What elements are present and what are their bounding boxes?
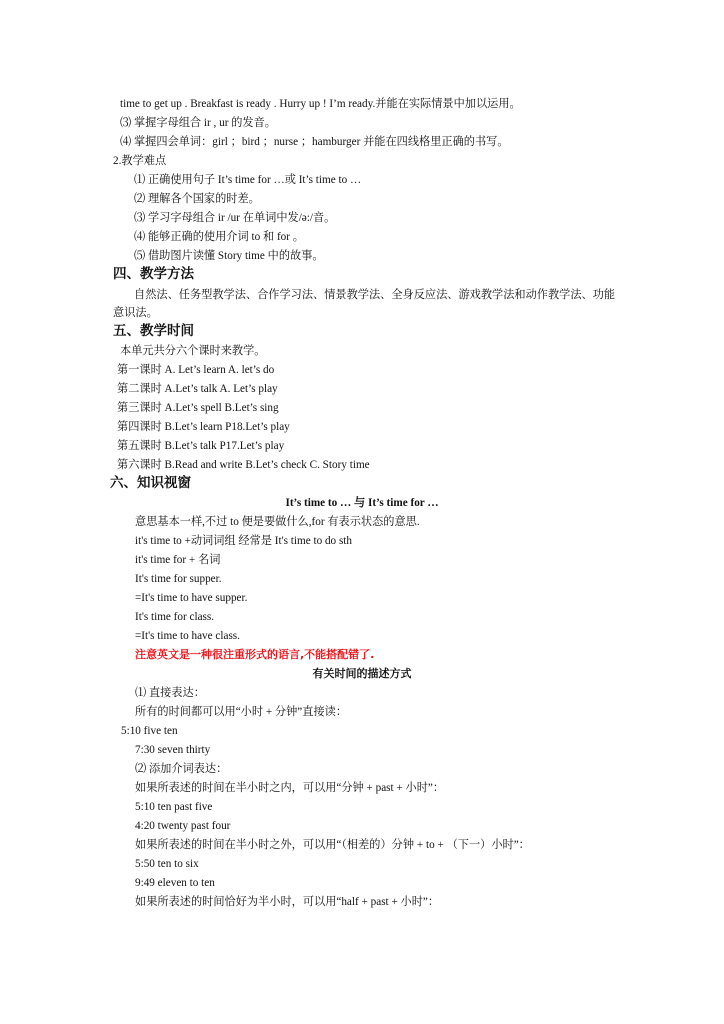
goal-item: ⑶ 掌握字母组合 ir , ur 的发音。 (120, 117, 276, 129)
time-line: 5:10 five ten (121, 725, 178, 737)
knowledge-line: it's time for + 名词 (135, 554, 221, 566)
time-line: ⑴ 直接表达： (135, 687, 205, 699)
lesson-item: 第六课时 B.Read and write B.Let’s check C. Story time (117, 459, 370, 471)
time-line: 5:50 ten to six (135, 858, 199, 870)
difficulty-item: ⑷ 能够正确的使用介词 to 和 for 。 (134, 231, 304, 243)
time-line: 7:30 seven thirty (135, 744, 211, 756)
time-line: 所有的时间都可以用“小时 + 分钟”直接读： (135, 706, 348, 718)
section-intro: 本单元共分六个课时来教学。 (120, 345, 266, 357)
knowledge-line: It's time for class. (135, 611, 215, 623)
intro-line: time to get up . Breakfast is ready . Hurry up ! I’m ready.并能在实际情景中加以运用。 (120, 98, 521, 110)
difficulty-item: ⑴ 正确使用句子 It’s time for …或 It’s time to … (134, 174, 362, 186)
time-line: ⑵ 添加介词表达： (135, 763, 228, 775)
difficulty-item: ⑶ 学习字母组合 ir /ur 在单词中发/ə:/音。 (134, 212, 336, 224)
knowledge-line: it's time to +动词词组 经常是 It's time to do sth (135, 535, 352, 547)
lesson-item: 第二课时 A.Let’s talk A. Let’s play (117, 383, 278, 395)
time-line: 如果所表述的时间在半小时之外，可以用“（相差的）分钟 + to + （下一）小时”： (135, 839, 530, 851)
lesson-item: 第一课时 A. Let’s learn A. let’s do (117, 364, 275, 376)
knowledge-line: It's time for supper. (135, 573, 222, 585)
time-line: 5:10 ten past five (135, 801, 213, 813)
goal-item: ⑷ 掌握四会单词：girl ；bird ；nurse ；hamburger 并能在四线格里正确的书写。 (120, 136, 509, 148)
difficulty-item: ⑵ 理解各个国家的时差。 (134, 193, 260, 205)
section-heading: 五、教学时间 (113, 323, 194, 339)
time-line: 9:49 eleven to ten (135, 877, 215, 889)
section-heading: 六、知识视窗 (110, 475, 191, 491)
sub-title: 有关时间的描述方式 (312, 667, 412, 680)
lesson-item: 第三课时 A.Let’s spell B.Let’s sing (117, 402, 279, 414)
time-line: 如果所表述的时间在半小时之内，可以用“分钟 + past + 小时”： (135, 782, 445, 794)
knowledge-line: 意思基本一样,不过 to 便是要做什么,for 有表示状态的意思. (135, 516, 420, 528)
red-note: 注意英文是一种很注重形式的语言,不能搭配错了. (135, 648, 375, 661)
knowledge-line: =It's time to have supper. (135, 592, 248, 604)
section-paragraph: 自然法、任务型教学法、合作学习法、情景教学法、全身反应法、游戏教学法和动作教学法、功能意识法。 (113, 289, 616, 319)
knowledge-line: =It's time to have class. (135, 630, 240, 642)
difficulty-title: 2.教学难点 (113, 155, 167, 167)
difficulty-item: ⑸ 借助图片读懂 Story time 中的故事。 (134, 250, 324, 262)
lesson-item: 第四课时 B.Let’s learn P18.Let’s play (117, 421, 290, 433)
sub-title: It’s time to … 与 It’s time for … (285, 497, 439, 509)
lesson-item: 第五课时 B.Let’s talk P17.Let’s play (117, 440, 285, 452)
time-line: 如果所表述的时间恰好为半小时，可以用“half + past + 小时”： (135, 896, 440, 908)
section-heading: 四、教学方法 (113, 266, 194, 282)
time-line: 4:20 twenty past four (135, 820, 231, 832)
